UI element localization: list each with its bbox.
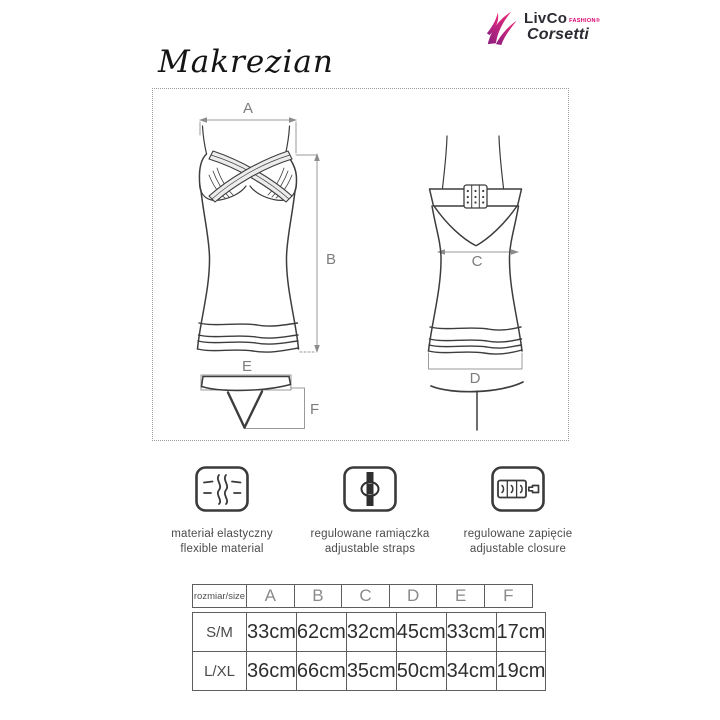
elastic-material-icon (195, 466, 249, 512)
feature-caption-en: flexible material (180, 543, 264, 556)
value-cell: 34cm (446, 652, 496, 691)
size-label: S/M (193, 613, 247, 652)
header-cell-b: B (294, 585, 342, 608)
adjustable-closure-icon (491, 466, 545, 512)
feature-caption-pl: regulowane zapięcie (463, 528, 573, 540)
technical-drawing (153, 89, 570, 442)
features-row (148, 466, 592, 557)
feature-adjustable-closure (444, 466, 592, 557)
diagram-panel (152, 88, 569, 441)
size-label: L/XL (193, 652, 247, 691)
header-cell-c: C (342, 585, 390, 608)
value-cell: 62cm (296, 613, 346, 652)
header-cell-f: F (484, 585, 532, 608)
feature-adjustable-straps (296, 466, 444, 557)
header-cell-a: A (247, 585, 295, 608)
chemise-front-drawing (198, 126, 299, 352)
brand-swirl-icon (486, 7, 522, 47)
header-cell-d: D (389, 585, 437, 608)
feature-caption (148, 527, 296, 557)
dim-label-d: D (469, 370, 481, 387)
value-cell: 50cm (396, 652, 446, 691)
brand-name-corsetti: Corsetti (527, 26, 590, 43)
product-title: Makrezian (158, 44, 334, 80)
value-cell: 36cm (247, 652, 297, 691)
dim-label-c: C (471, 253, 483, 270)
value-cell: 35cm (346, 652, 396, 691)
brand-name-fashion: FASHION® (569, 17, 601, 24)
feature-caption-pl: regulowane ramiączka (310, 528, 430, 540)
size-table-header-row (193, 585, 533, 608)
value-cell: 33cm (247, 613, 297, 652)
header-cell-e: E (437, 585, 485, 608)
dim-label-f: F (310, 401, 320, 418)
feature-caption-en: adjustable straps (324, 543, 416, 556)
feature-caption (444, 527, 592, 557)
table-row-lxl (193, 652, 546, 691)
value-cell: 66cm (296, 652, 346, 691)
thong-front-drawing (202, 377, 291, 428)
brand-logo (486, 7, 600, 47)
value-cell: 33cm (446, 613, 496, 652)
size-table-header (192, 584, 533, 608)
value-cell: 45cm (396, 613, 446, 652)
feature-caption-en: adjustable closure (469, 543, 567, 556)
size-table-body (192, 612, 546, 691)
dimension-arrowheads (199, 117, 519, 353)
value-cell: 19cm (496, 652, 546, 691)
adjustable-straps-icon (343, 466, 397, 512)
value-cell: 17cm (496, 613, 546, 652)
size-table (192, 584, 546, 691)
feature-elastic-material (148, 466, 296, 557)
dim-label-a: A (242, 100, 254, 117)
header-cell-rozmiar: rozmiar/size (193, 585, 247, 608)
dim-label-b: B (326, 251, 337, 268)
feature-caption-pl: materiał elastyczny (171, 528, 273, 540)
brand-name (524, 11, 600, 43)
dim-label-e: E (241, 358, 253, 375)
table-row-sm (193, 613, 546, 652)
value-cell: 32cm (346, 613, 396, 652)
feature-caption (296, 527, 444, 557)
brand-name-livco: LivCo (524, 10, 568, 27)
